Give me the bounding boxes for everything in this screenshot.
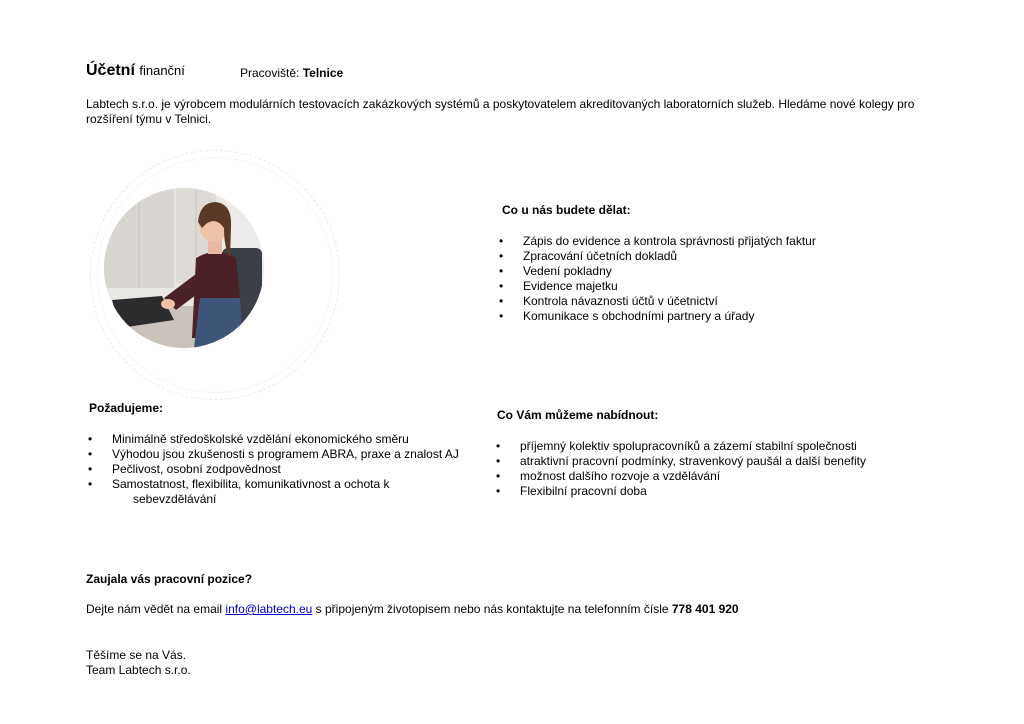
requirements-item-continuation: sebevzdělávání <box>133 492 217 506</box>
duties-heading: Co u nás budete dělat: <box>502 203 631 217</box>
job-title-sub: finanční <box>139 63 185 78</box>
list-item: • Samostatnost, flexibilita, komunikativnost a ochota k <box>112 477 459 492</box>
list-item: • Výhodou jsou zkušenosti s programem ABRA, praxe a znalost AJ <box>112 447 459 462</box>
list-item: • Zápis do evidence a kontrola správnosti přijatých faktur <box>523 234 816 249</box>
offer-list <box>520 439 866 499</box>
list-item: • Kontrola návaznosti účtů v účetnictví <box>523 294 816 309</box>
contact-text-before: Dejte nám vědět na email <box>86 602 223 616</box>
requirements-list <box>112 432 459 492</box>
list-item: • Pečlivost, osobní zodpovědnost <box>112 462 459 477</box>
employee-photo <box>104 188 264 348</box>
workplace-value: Telnice <box>302 66 344 80</box>
list-item: • možnost dalšího rozvoje a vzdělávání <box>520 469 866 484</box>
closing-line-1: Těšíme se na Vás. <box>86 648 187 662</box>
list-item: • příjemný kolektiv spolupracovníků a zázemí stabilní společnosti <box>520 439 866 454</box>
workplace <box>240 66 343 80</box>
list-item: • atraktivní pracovní podmínky, stravenkový paušál a další benefity <box>520 454 866 469</box>
list-item: • Komunikace s obchodními partnery a úřady <box>523 309 816 324</box>
offer-heading: Co Vám můžeme nabídnout: <box>497 408 659 422</box>
employee-photo-image <box>104 188 264 348</box>
contact-question: Zaujala vás pracovní pozice? <box>86 572 253 586</box>
closing-line-2: Team Labtech s.r.o. <box>86 663 191 677</box>
intro-paragraph: Labtech s.r.o. je výrobcem modulárních testovacích zakázkových systémů a poskytovatelem akreditovaných laboratorních služeb. Hledáme nové kolegy pro rozšíření týmu v Telnici. <box>86 97 915 126</box>
workplace-label: Pracoviště: <box>240 66 300 80</box>
job-title <box>86 62 185 80</box>
contact-text-after: s připojeným životopisem nebo nás kontaktujte na telefonním čísle <box>315 602 669 616</box>
requirements-heading: Požadujeme: <box>89 401 164 415</box>
list-item: • Minimálně středoškolské vzdělání ekonomického směru <box>112 432 459 447</box>
duties-list <box>523 234 816 324</box>
list-item: • Zpracování účetních dokladů <box>523 249 816 264</box>
list-item: • Evidence majetku <box>523 279 816 294</box>
list-item: • Vedení pokladny <box>523 264 816 279</box>
contact-line <box>86 602 739 617</box>
list-item: • Flexibilní pracovní doba <box>520 484 866 499</box>
email-link[interactable]: info@labtech.eu <box>225 602 313 616</box>
phone-number: 778 401 920 <box>671 602 739 616</box>
job-title-main: Účetní <box>86 62 135 79</box>
